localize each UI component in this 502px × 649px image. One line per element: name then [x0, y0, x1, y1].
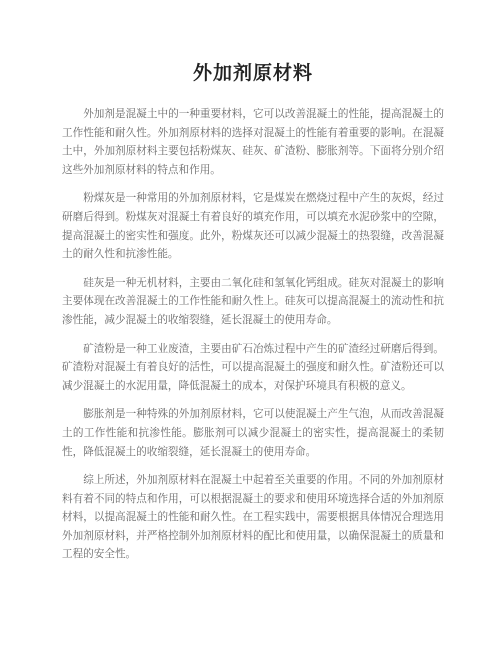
paragraph-expansive-agent: 膨胀剂是一种特殊的外加剂原材料，它可以使混凝土产生气泡，从而改善混凝土的工作性能和抗渗性能。膨胀剂可以减少混凝土的密实性，提高混凝土的柔韧性，降低混凝土的收缩裂缝，延长混凝土的使用寿命。 [62, 408, 444, 458]
paragraph-slag-powder: 矿渣粉是一种工业废渣，主要由矿石冶炼过程中产生的矿渣经过研磨后得到。矿渣粉对混凝土有着良好的活性，可以提高混凝土的强度和耐久性。矿渣粉还可以减少混凝土的水泥用量，降低混凝土的成本，对保护环境具有积极的意义。 [62, 342, 444, 392]
paragraph-silica-fume: 硅灰是一种无机材料，主要由二氧化硅和氢氧化钙组成。硅灰对混凝土的影响主要体现在改善混凝土的工作性能和耐久性上。硅灰可以提高混凝土的流动性和抗渗性能，减少混凝土的收缩裂缝，延长混凝土的使用寿命。 [62, 276, 444, 326]
paragraph-summary: 综上所述，外加剂原材料在混凝土中起着至关重要的作用。不同的外加剂原材料有着不同的特点和作用，可以根据混凝土的要求和使用环境选择合适的外加剂原材料，以提高混凝土的性能和耐久性。在工程实践中，需要根据具体情况合理选用外加剂原材料，并严格控制外加剂原材料的配比和使用量，以确保混凝土的质量和工程的安全性。 [62, 474, 444, 561]
document-title: 外加剂原材料 [192, 62, 313, 84]
paragraph-fly-ash: 粉煤灰是一种常用的外加剂原材料，它是煤炭在燃烧过程中产生的灰烬，经过研磨后得到。粉煤灰对混凝土有着良好的填充作用，可以填充水泥砂浆中的空隙，提高混凝土的密实性和强度。此外，粉煤灰还可以减少混凝土的热裂缝，改善混凝土的耐久性和抗渗性能。 [62, 192, 444, 261]
paragraph-intro: 外加剂是混凝土中的一种重要材料，它可以改善混凝土的性能，提高混凝土的工作性能和耐久性。外加剂原材料的选择对混凝土的性能有着重要的影响。在混凝土中，外加剂原材料主要包括粉煤灰、硅灰、矿渣粉、膨胀剂等。下面将分别介绍这些外加剂原材料的特点和作用。 [62, 108, 444, 176]
